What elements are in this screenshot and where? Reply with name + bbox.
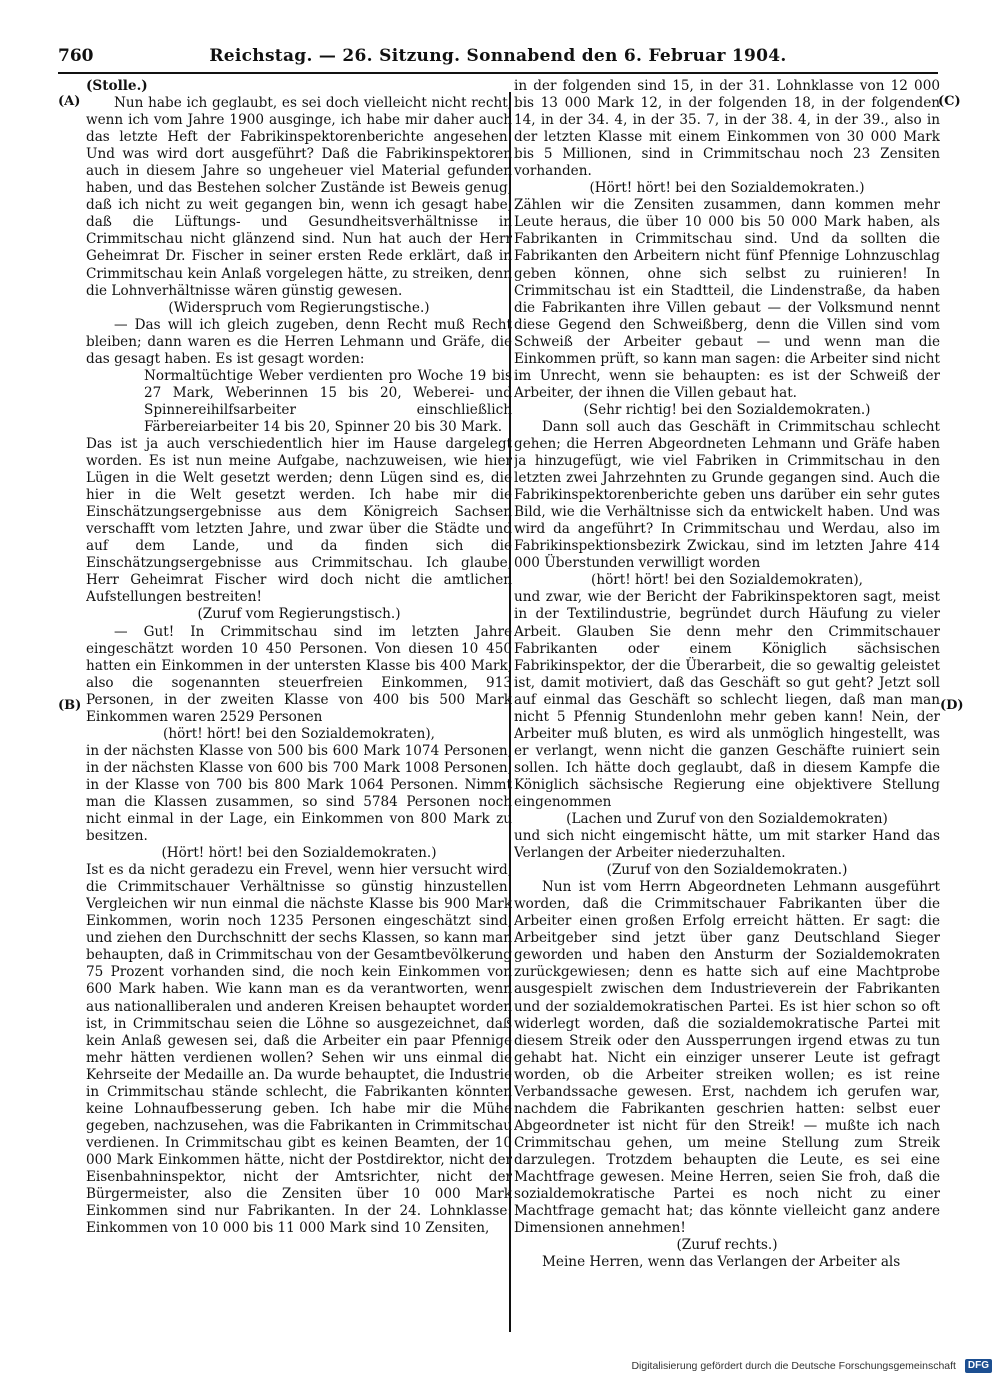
- interjection: (Widerspruch vom Regierungstische.): [168, 299, 430, 316]
- interjection: (Zuruf vom Regierungstisch.): [197, 606, 401, 623]
- paragraph: Das ist ja auch verschiedentlich hier im Hause dargelegt worden. Es ist nun meine Aufgabe, nachzuweisen, wie hier Lügen in die Welt gesetzt werden; denn Lügen sind es, die hier in die Welt gesetzt werden. Ich habe mir die Einschätzungsergebnisse aus dem Königreich Sachsen verschafft vom letzten Jahre, und zwar über die Städte und auf dem Lande, und da finden sich die Einschätzungsergebnisse aus Crimmitschau. Ich glaube, Herr Geheimrat Fischer wird doch nicht die amtlichen Aufstellungen bestreiten!: [86, 435, 512, 606]
- paragraph: Nun habe ich geglaubt, es sei doch vielleicht nicht recht, wenn ich vom Jahre 1900 ausginge, ich habe mir daher auch das letzte Heft der Fabrikinspektorenberichte angesehen. Und was wird dort ausgeführt? Daß die Fabrikinspektoren auch in diesem Jahre so ungeheuer viel Material gefunden haben, und das Bestehen solcher Zustände ist Beweis genug, daß ich nicht zu weit gegangen bin, wenn ich gesagt habe, daß die Lüftungs- und Gesundheitsverhältnisse in Crimmitschau nicht glänzend sind. Nun hat auch der Herr Geheimrat Dr. Fischer in seiner ersten Rede erklärt, daß in Crimmitschau kein Anlaß vorgelegen hätte, zu streiken, denn die Lohnverhältnisse wären günstig gewesen.: [86, 95, 512, 299]
- paragraph: Ist es da nicht geradezu ein Frevel, wenn hier versucht wird, die Crimmitschauer Verhältnisse so günstig hinzustellen. Vergleichen wir nun einmal die nächste Klasse bis 900 Mark Einkommen, worin noch 1235 Personen eingeschätzt sind, und ziehen den Durchschnitt der sechs Klassen, so kann man behaupten, daß in Crimmitschau von der Gesamtbevölkerung 75 Prozent vorhanden sind, die noch kein Einkommen von 600 Mark haben. Wie kann man es da verantworten, wenn aus nationalliberalen und anderen Kreisen behauptet worden ist, in Crimmitschau seien die Löhne so ausgezeichnet, daß kein Anlaß gewesen sei, daß die Arbeiter ein paar Pfennige mehr hätten verdienen wollen? Sehen wir uns einmal die Kehrseite der Medaille an. Da wurde behauptet, die Industrie in Crimmitschau stände schlecht, die Fabrikanten könnten keine Lohnaufbesserung geben. Ich habe mir die Mühe gegeben, nachzusehen, was die Fabrikanten in Crimmitschau verdienen. In Crimmitschau gibt es keinen Beamten, der 10 000 Mark Einkommen hätte, nicht der Postdirektor, nicht der Eisenbahninspektor, nicht der Amtsrichter, nicht der Bürgermeister, also die Zensiten über 10 000 Mark Einkommen sind nur Fabrikanten. In der 24. Lohnklasse: Einkommen von 10 000 bis 11 000 Mark sind 10 Zensiten,: [86, 862, 512, 1237]
- paragraph: in der nächsten Klasse von 500 bis 600 Mark 1074 Personen, in der nächsten Klasse von 600 bis 700 Mark 1008 Personen, in der Klasse von 700 bis 800 Mark 1064 Personen. Nimmt man die Klassen zusammen, so sind 5784 Personen noch nicht einmal in der Lage, ein Einkommen von 800 Mark zu besitzen.: [86, 742, 512, 845]
- interjection: (hört! hört! bei den Sozialdemokraten),: [591, 572, 863, 589]
- running-title: Reichstag. — 26. Sitzung. Sonnabend den 6. Februar 1904.: [209, 46, 787, 66]
- interjection: (Hört! hört! bei den Sozialdemokraten.): [589, 180, 865, 197]
- paragraph: und zwar, wie der Bericht der Fabrikinspektoren sagt, meist in der Textilindustrie, begründet durch Häufung zu vieler Arbeit. Glauben Sie denn mehr den Crimmitschauer Fabrikanten oder einem Königlich sächsischen Fabrikinspektor, der die Überarbeit, die so gewaltig geleistet ist, damit motiviert, daß das Geschäft so gut geht? Jetzt soll auf einmal das Geschäft so schlecht liegen, daß man man nicht 5 Pfennig Stundenlohn mehr geben kann! Nein, der Arbeiter muß bluten, es wird als unmöglich hingestellt, was er verlangt, wenn nicht die ganzen Geschäfte ruiniert sein sollen. Ich hätte doch geglaubt, daß in diesem Kampfe die Königlich sächsische Regierung eine objektivere Stellung eingenommen: [514, 589, 940, 810]
- margin-marker-d: (D): [940, 698, 964, 713]
- interjection: (hört! hört! bei den Sozialdemokraten),: [163, 725, 435, 742]
- margin-marker-b: (B): [58, 698, 82, 713]
- paragraph: und sich nicht eingemischt hätte, um mit starker Hand das Verlangen der Arbeiter niederzuhalten.: [514, 828, 940, 862]
- page-header: [58, 46, 938, 74]
- paragraph: Zählen wir die Zensiten zusammen, dann kommen mehr Leute heraus, die über 10 000 bis 50 000 Mark haben, als Fabrikanten in Crimmitschau sind. Und da sollten die Fabrikanten den Arbeitern nicht fünf Pfennige Lohnzuschlag geben können, ohne sich selbst zu ruinieren! In Crimmitschau ist ein Stadtteil, die Lindenstraße, da haben die Fabrikanten ihre Villen gebaut — der Volksmund nennt diese Gegend den Schweißberg, denn die Villen sind vom Schweiß der Arbeiter gebaut — und wenn man die Einkommen prüft, so kann man sagen: die Arbeiter sind nicht im Unrecht, wenn sie behaupten: es ist der Schweiß der Arbeiter, der ihnen die Villen gebaut hat.: [514, 197, 940, 401]
- dfg-logo: DFG: [965, 1359, 992, 1373]
- paragraph: Dann soll auch das Geschäft in Crimmitschau schlecht gehen; die Herren Abgeordneten Lehmann und Gräfe haben ja hinzugefügt, wie viel Fabriken in Crimmitschau in den letzten zwei Jahrzehnten zu Grunde gegangen sind. Auch die Fabrikinspektorenberichte geben uns darüber ein sehr gutes Bild, wie die Verhältnisse sich da entwickelt haben. Und was wird da angeführt? In Crimmitschau und Werdau, also im Fabrikinspektionsbezirk Zwickau, sind im letzten Jahre 414 000 Überstunden verwilligt worden: [514, 418, 940, 572]
- right-column: [514, 78, 940, 1324]
- paragraph: Nun ist vom Herrn Abgeordneten Lehmann ausgeführt worden, daß die Crimmitschauer Fabrikanten über die Arbeiter einen großen Erfolg erreicht hätten. Er sagt: die Arbeitgeber sind jetzt über ganz Deutschland Sieger geworden und haben den Ansturm der Sozialdemokraten zurückgewiesen; denn es hatte sich auf eine Machtprobe ausgespielt zwischen dem Industrieverein der Fabrikanten und der sozialdemokratischen Partei. Es ist hier schon so oft widerlegt worden, daß die sozialdemokratische Partei mit diesem Streik oder den Aussperrungen irgend etwas zu tun gehabt hat. Nicht ein einziger unserer Leute ist gefragt worden, ob die Arbeiter streiken wollen; es ist reine Verbandssache gewesen. Erst, nachdem ich gerufen war, nachdem die Fabrikanten geschrien hatten: selbst euer Abgeordneter ist nicht für den Streik! — mußte ich nach Crimmitschau gehen, um meine Stellung zum Streik darzulegen. Trotzdem behaupten die Leute, es sei eine Machtfrage gewesen. Meine Herren, seien Sie froh, daß die sozialdemokratische Partei es noch nicht zu einer Machtfrage gemacht hat; das könnte vielleicht ganz andere Dimensionen annehmen!: [514, 879, 940, 1237]
- margin-marker-a: (A): [58, 94, 81, 109]
- interjection: (Zuruf von den Sozialdemokraten.): [606, 862, 848, 879]
- digitization-footer: [600, 1356, 992, 1376]
- footer-text: Digitalisierung gefördert durch die Deutsche Forschungsgemeinschaft: [631, 1360, 956, 1372]
- paragraph: in der folgenden sind 15, in der 31. Lohnklasse von 12 000 bis 13 000 Mark 12, in der folgenden 18, in der folgenden 14, in der 34. 4, in der 35. 7, in der 38. 4, in der 39., also in der letzten Klasse mit einem Einkommen von 30 000 Mark bis 5 Millionen, sind in Crimmitschau noch 23 Zensiten vorhanden.: [514, 78, 940, 180]
- left-column: [86, 78, 512, 1324]
- margin-marker-c: (C): [938, 94, 961, 109]
- interjection: (Zuruf rechts.): [676, 1237, 778, 1254]
- page-number: 760: [58, 46, 94, 66]
- paragraph: Meine Herren, wenn das Verlangen der Arbeiter als: [542, 1254, 901, 1271]
- interjection: (Lachen und Zuruf von den Sozialdemokraten): [566, 811, 888, 828]
- column-divider: [509, 92, 511, 1332]
- block-quote: Normaltüchtige Weber verdienten pro Woche 19 bis 27 Mark, Weberinnen 15 bis 20, Weberei- und Spinnereihilfsarbeiter einschließlich Färbereiarbeiter 14 bis 20, Spinner 20 bis 30 Mark.: [144, 367, 512, 435]
- speaker-name: (Stolle.): [86, 78, 148, 94]
- paragraph: — Das will ich gleich zugeben, denn Recht muß Recht bleiben; dann waren es die Herren Lehmann und Gräfe, die das gesagt haben. Es ist gesagt worden:: [86, 316, 512, 367]
- interjection: (Hört! hört! bei den Sozialdemokraten.): [161, 845, 437, 862]
- paragraph: — Gut! In Crimmitschau sind im letzten Jahre eingeschätzt worden 10 450 Personen. Von diesen 10 450 hatten ein Einkommen in der untersten Klasse bis 400 Mark, also die sogenannten steuerfreien Einkommen, 913 Personen, in der zweiten Klasse von 400 bis 500 Mark Einkommen waren 2529 Personen: [86, 623, 512, 725]
- interjection: (Sehr richtig! bei den Sozialdemokraten.): [583, 401, 871, 418]
